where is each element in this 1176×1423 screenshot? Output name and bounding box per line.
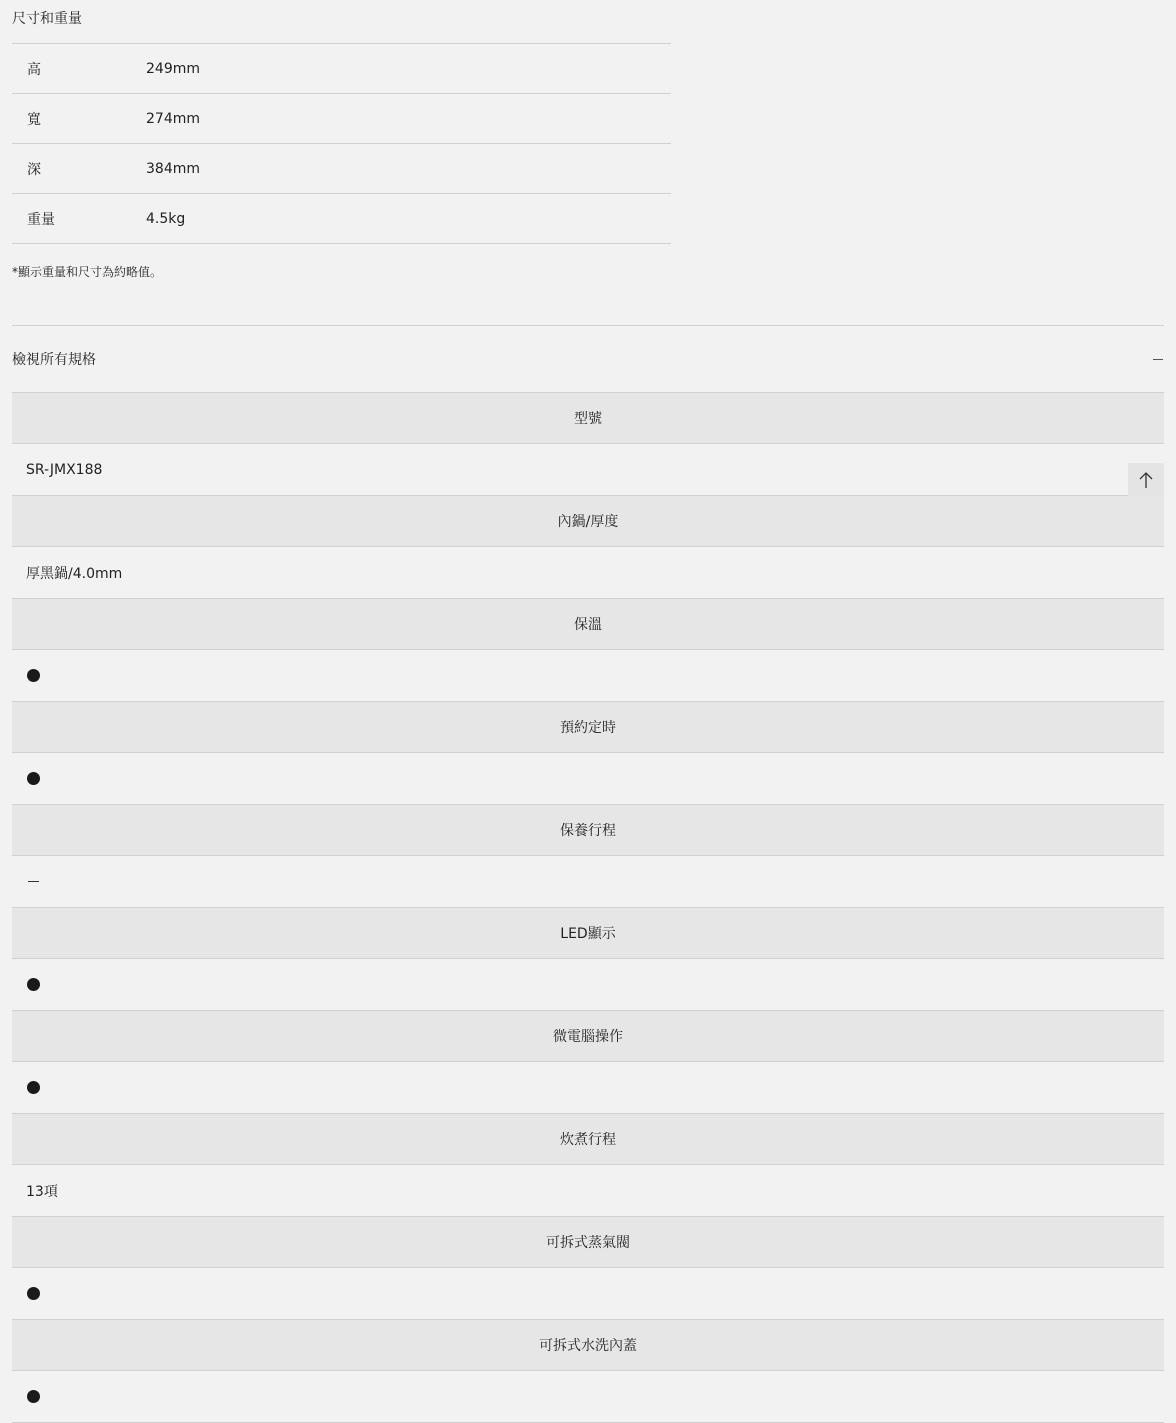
arrow-up-icon — [1138, 471, 1154, 489]
spec-value-text: 13項 — [26, 1183, 58, 1200]
dimension-row — [12, 144, 671, 194]
spec-header: 保溫 — [12, 599, 1164, 650]
dimension-value: 249mm — [146, 60, 200, 77]
spec-value — [12, 444, 1164, 496]
dimension-label: 高 — [27, 61, 41, 78]
dimensions-note: *顯示重量和尺寸為約略值。 — [12, 265, 163, 279]
dimensions-table — [12, 43, 671, 244]
dash-icon — [28, 881, 39, 882]
dimension-row — [12, 44, 671, 94]
spec-value — [12, 1371, 1164, 1423]
spec-value — [12, 650, 1164, 702]
spec-value — [12, 547, 1164, 599]
spec-value — [12, 959, 1164, 1011]
dimension-value: 384mm — [146, 160, 200, 177]
filled-dot-icon — [27, 669, 40, 682]
spec-value — [12, 1165, 1164, 1217]
dimension-value: 274mm — [146, 110, 200, 127]
spec-header: 保養行程 — [12, 805, 1164, 856]
view-all-specs-toggle[interactable] — [12, 326, 1164, 392]
dimensions-title: 尺寸和重量 — [12, 11, 82, 27]
dimension-row — [12, 194, 671, 244]
filled-dot-icon — [27, 772, 40, 785]
minus-icon[interactable] — [1153, 359, 1163, 360]
spec-header: 可拆式水洗內蓋 — [12, 1320, 1164, 1371]
spec-value — [12, 1268, 1164, 1320]
filled-dot-icon — [27, 1287, 40, 1300]
spec-value-text: 厚黑鍋/4.0mm — [26, 565, 123, 582]
spec-value — [12, 753, 1164, 805]
filled-dot-icon — [27, 1390, 40, 1403]
spec-header: 預約定時 — [12, 702, 1164, 753]
dimension-row — [12, 94, 671, 144]
spec-value — [12, 856, 1164, 908]
dimension-label: 重量 — [27, 211, 55, 228]
spec-header: 微電腦操作 — [12, 1011, 1164, 1062]
dimension-label: 寬 — [27, 111, 41, 128]
specs-table — [12, 392, 1164, 1423]
spec-header: LED顯示 — [12, 908, 1164, 959]
spec-header: 可拆式蒸氣閥 — [12, 1217, 1164, 1268]
spec-header: 型號 — [12, 393, 1164, 444]
spec-header: 炊煮行程 — [12, 1114, 1164, 1165]
spec-value — [12, 1062, 1164, 1114]
filled-dot-icon — [27, 1081, 40, 1094]
spec-header: 內鍋/厚度 — [12, 496, 1164, 547]
scroll-to-top-button[interactable] — [1128, 463, 1164, 497]
filled-dot-icon — [27, 978, 40, 991]
dimension-value: 4.5kg — [146, 210, 186, 227]
view-all-specs-label: 檢視所有規格 — [12, 352, 96, 368]
spec-value-text: SR-JMX188 — [26, 461, 103, 478]
dimension-label: 深 — [27, 161, 41, 178]
